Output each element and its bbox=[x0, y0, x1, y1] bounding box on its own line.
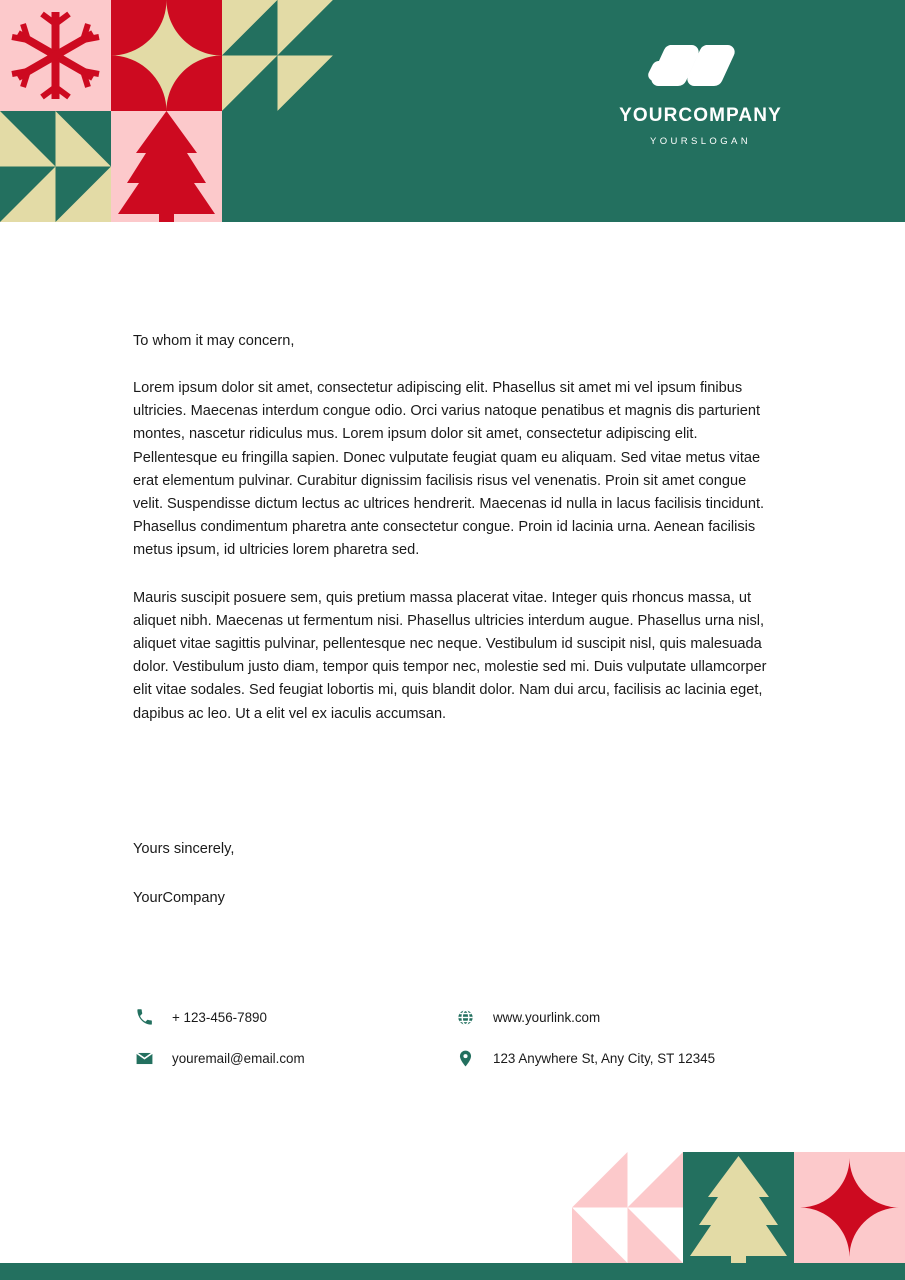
contact-email[interactable] bbox=[133, 1043, 305, 1073]
phone-icon bbox=[133, 1006, 155, 1028]
letter-body bbox=[133, 330, 769, 750]
signature-block bbox=[133, 838, 633, 909]
christmas-tree-tile bbox=[111, 111, 222, 222]
christmas-tree-icon bbox=[683, 1152, 794, 1263]
letter-paragraph-2: Mauris suscipit posuere sem, quis pretium massa placerat vitae. Integer quis rhoncus massa, ut aliquet nibh. Maecenas ut fermentum nisi. Phasellus ultricies interdum augue. Phasellus urna nisl, aliquet vitae sagittis pulvinar, pellentesque nec neque. Vestibulum id suscipit nisl, quis malesuada dolor. Vestibulum justo diam, tempor quis tempor nec, molestie sed mi. Duis vulputate ullamcorper elit vitae sodales. Sed feugiat lobortis mi, quis blandit dolor. Nam dui arcu, facilisis ac lacinia eget, dapibus ac leo. Ut a elit vel ex iaculis accumsan. bbox=[133, 589, 767, 722]
four-point-star-icon bbox=[111, 0, 222, 111]
contact-phone[interactable] bbox=[133, 1002, 305, 1032]
contact-column-left bbox=[133, 1002, 305, 1084]
location-pin-icon bbox=[454, 1047, 476, 1069]
footer-tree-tile bbox=[683, 1152, 794, 1263]
pinwheel-triangles-icon bbox=[222, 0, 333, 111]
letterhead-header bbox=[0, 0, 905, 222]
snowflake-tile bbox=[0, 0, 111, 111]
phone-value: + 123-456-7890 bbox=[172, 1009, 267, 1025]
company-name: YOURCOMPANY bbox=[619, 105, 782, 126]
address-value: 123 Anywhere St, Any City, ST 12345 bbox=[493, 1050, 716, 1066]
signature-company: YourCompany bbox=[133, 890, 225, 906]
four-point-star-icon bbox=[794, 1152, 905, 1263]
contact-address[interactable] bbox=[454, 1043, 715, 1073]
four-point-star-tile bbox=[111, 0, 222, 111]
salutation: To whom it may concern, bbox=[133, 333, 295, 349]
pinwheel-triangles-tile bbox=[222, 0, 333, 111]
footer-pinwheel-tile bbox=[572, 1152, 683, 1263]
footer-decoration bbox=[572, 1152, 905, 1263]
footer-star-tile bbox=[794, 1152, 905, 1263]
closing-line: Yours sincerely, bbox=[133, 841, 235, 857]
half-square-triangles-tile bbox=[0, 111, 111, 222]
contact-website[interactable] bbox=[454, 1002, 715, 1032]
globe-icon bbox=[454, 1006, 476, 1028]
footer-bar bbox=[0, 1263, 905, 1280]
company-slogan: YOURSLOGAN bbox=[649, 136, 752, 147]
double-slash-monogram-icon bbox=[578, 38, 823, 90]
contact-column-right bbox=[454, 1002, 715, 1084]
envelope-icon bbox=[133, 1047, 155, 1069]
email-value: youremail@email.com bbox=[172, 1050, 305, 1066]
snowflake-icon bbox=[0, 0, 111, 111]
letter-paragraph-1: Lorem ipsum dolor sit amet, consectetur adipiscing elit. Phasellus sit amet mi vel ipsum finibus ultricies. Maecenas interdum congue odio. Orci varius natoque penatibus et magnis dis parturient montes, nascetur ridiculus mus. Lorem ipsum dolor sit amet, consectetur adipiscing elit. Pellentesque eu fringilla sapien. Donec vulputate feugiat quam eu aliquam. Sed vitae metus vitae erat elementum pulvinar. Curabitur dignissim facilisis risus vel venenatis. Proin sit amet congue velit. Suspendisse dictum lectus ac ultrices hendrerit. Maecenas id nulla in lacus facilisis tincidunt. Phasellus condimentum pharetra ante consectetur congue. Proin id lacinia urna. Aenean facilisis metus ipsum, id ultricies lorem pharetra sed. bbox=[133, 380, 765, 559]
pinwheel-triangles-icon bbox=[572, 1152, 683, 1263]
website-value: www.yourlink.com bbox=[493, 1009, 601, 1025]
christmas-tree-icon bbox=[111, 111, 222, 222]
company-logo-block bbox=[578, 38, 823, 147]
half-square-triangles-icon bbox=[0, 111, 111, 222]
